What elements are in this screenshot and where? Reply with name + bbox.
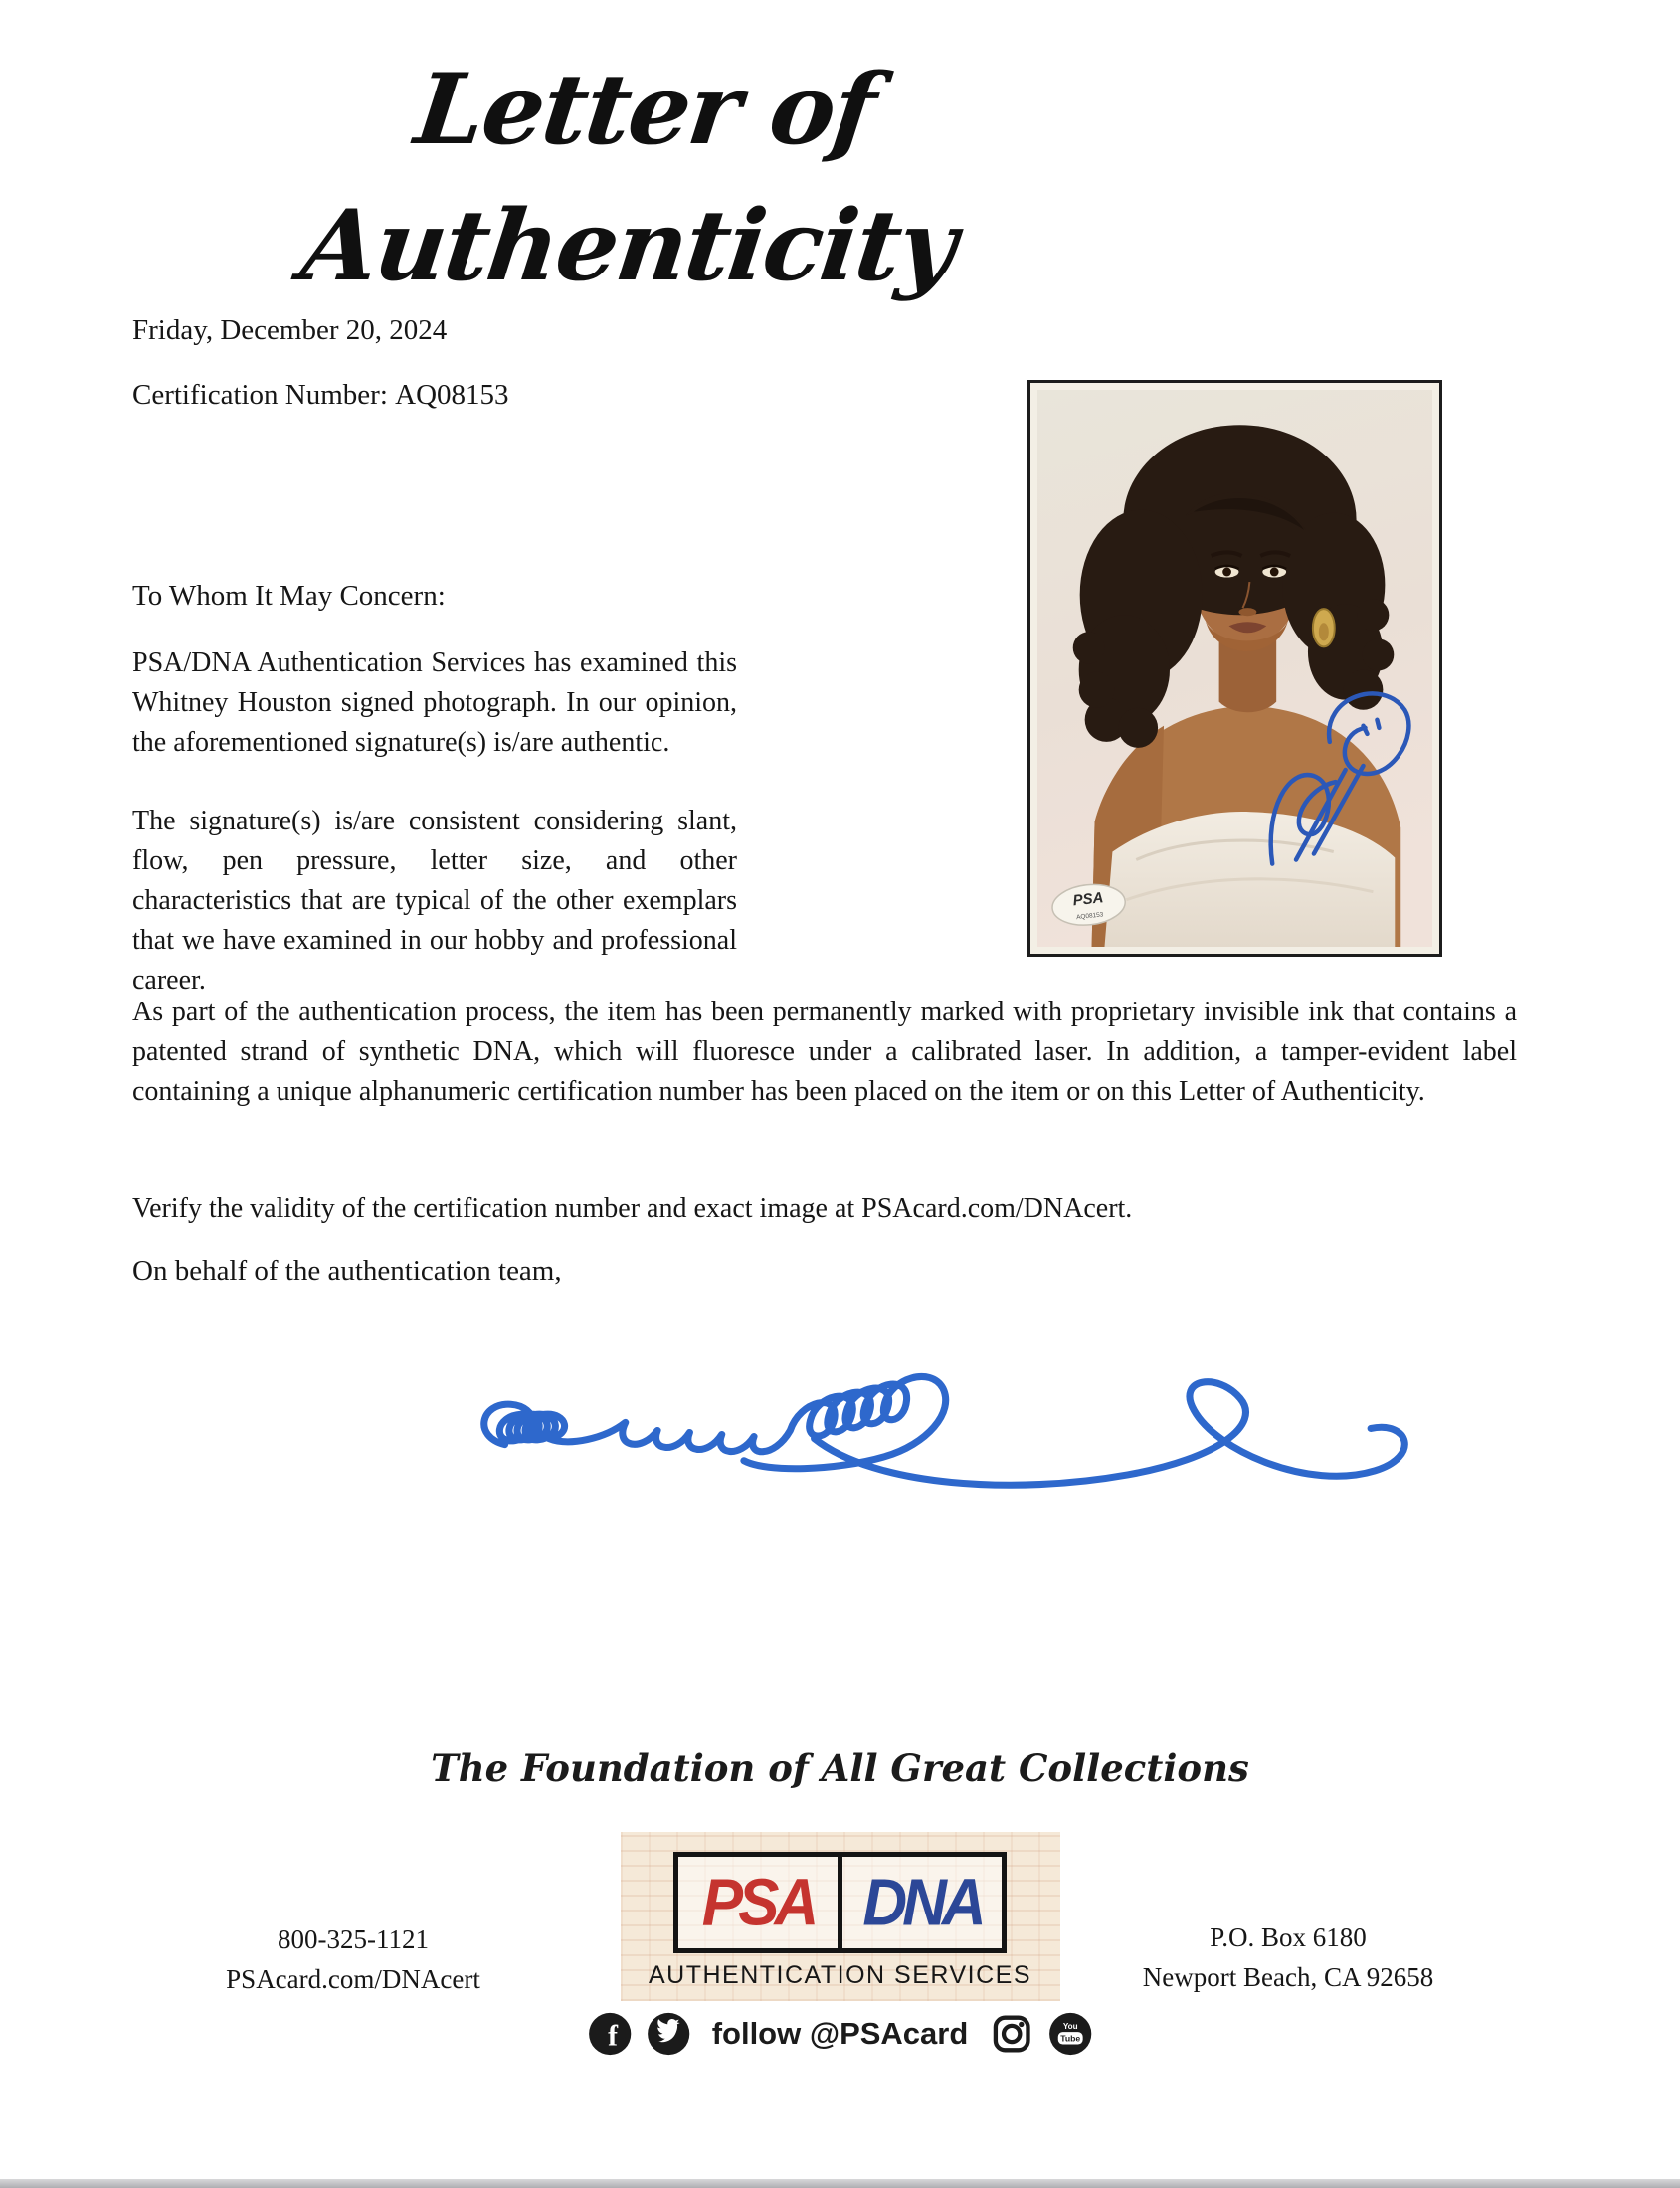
website-url: PSAcard.com/DNAcert	[226, 1964, 480, 1994]
phone-number: 800-325-1121	[278, 1924, 429, 1954]
psa-logo-text: PSA	[701, 1865, 815, 1940]
certification-number: AQ08153	[395, 379, 509, 411]
dna-logo-box	[842, 1852, 1007, 1953]
social-row	[587, 2011, 1094, 2057]
svg-text:You: You	[1062, 2022, 1078, 2032]
dna-logo-text: DNA	[862, 1865, 982, 1940]
sticker-psa-label: PSA	[1071, 889, 1105, 910]
contact-right	[1104, 1917, 1472, 1997]
follow-handle: follow @PSAcard	[711, 2016, 969, 2051]
certification-line	[132, 379, 509, 412]
authenticator-signature	[453, 1315, 1457, 1549]
scan-edge	[0, 2179, 1680, 2188]
salutation: To Whom It May Concern:	[132, 580, 446, 612]
svg-text:f: f	[607, 2020, 618, 2053]
facebook-icon	[587, 2011, 633, 2057]
paragraph-verify: Verify the validity of the certification number and exact image at PSAcard.com/DNAcert.	[132, 1193, 1133, 1224]
paragraph-opinion: PSA/DNA Authentication Services has examined this Whitney Houston signed photograph. In our opinion, the aforementioned signature(s) is/are authentic.	[132, 647, 737, 758]
twitter-icon	[646, 2011, 691, 2057]
authentication-services-label: AUTHENTICATION SERVICES	[648, 1961, 1031, 1989]
paragraph-dna-process: As part of the authentication process, the item has been permanently marked with proprietary invisible ink that contains a patented strand of synthetic DNA, which will fluoresce under a calibrated laser. In addition, a tamper-evident label containing a unique alphanumeric certification number has been placed on the item or on this Letter of Authenticity.	[132, 997, 1517, 1107]
svg-text:Tube: Tube	[1060, 2033, 1081, 2044]
certification-label: Certification Number:	[132, 379, 388, 411]
sticker-cert-number: AQ08153	[1075, 911, 1104, 922]
letter-title: Letter of Authenticity	[295, 53, 962, 304]
youtube-icon	[1047, 2011, 1093, 2057]
psa-dna-logo	[621, 1832, 1060, 2001]
logo-boxes	[673, 1852, 1007, 1953]
paragraph-consistency: The signature(s) is/are consistent considering slant, flow, pen pressure, letter size, and other characteristics that are typical of the other exemplars that we have examined in our hobby and professional career.	[132, 806, 737, 996]
closing-line: On behalf of the authentication team,	[132, 1255, 562, 1287]
portrait-illustration	[1037, 390, 1432, 947]
po-box: P.O. Box 6180	[1210, 1922, 1367, 1952]
date-line: Friday, December 20, 2024	[132, 314, 448, 346]
contact-left	[184, 1919, 522, 1999]
signed-photo	[1027, 380, 1442, 957]
city-state-zip: Newport Beach, CA 92658	[1142, 1962, 1434, 1992]
footer-tagline: The Foundation of All Great Collections	[431, 1746, 1249, 1790]
psa-logo-box	[673, 1852, 842, 1953]
instagram-icon	[989, 2011, 1034, 2057]
